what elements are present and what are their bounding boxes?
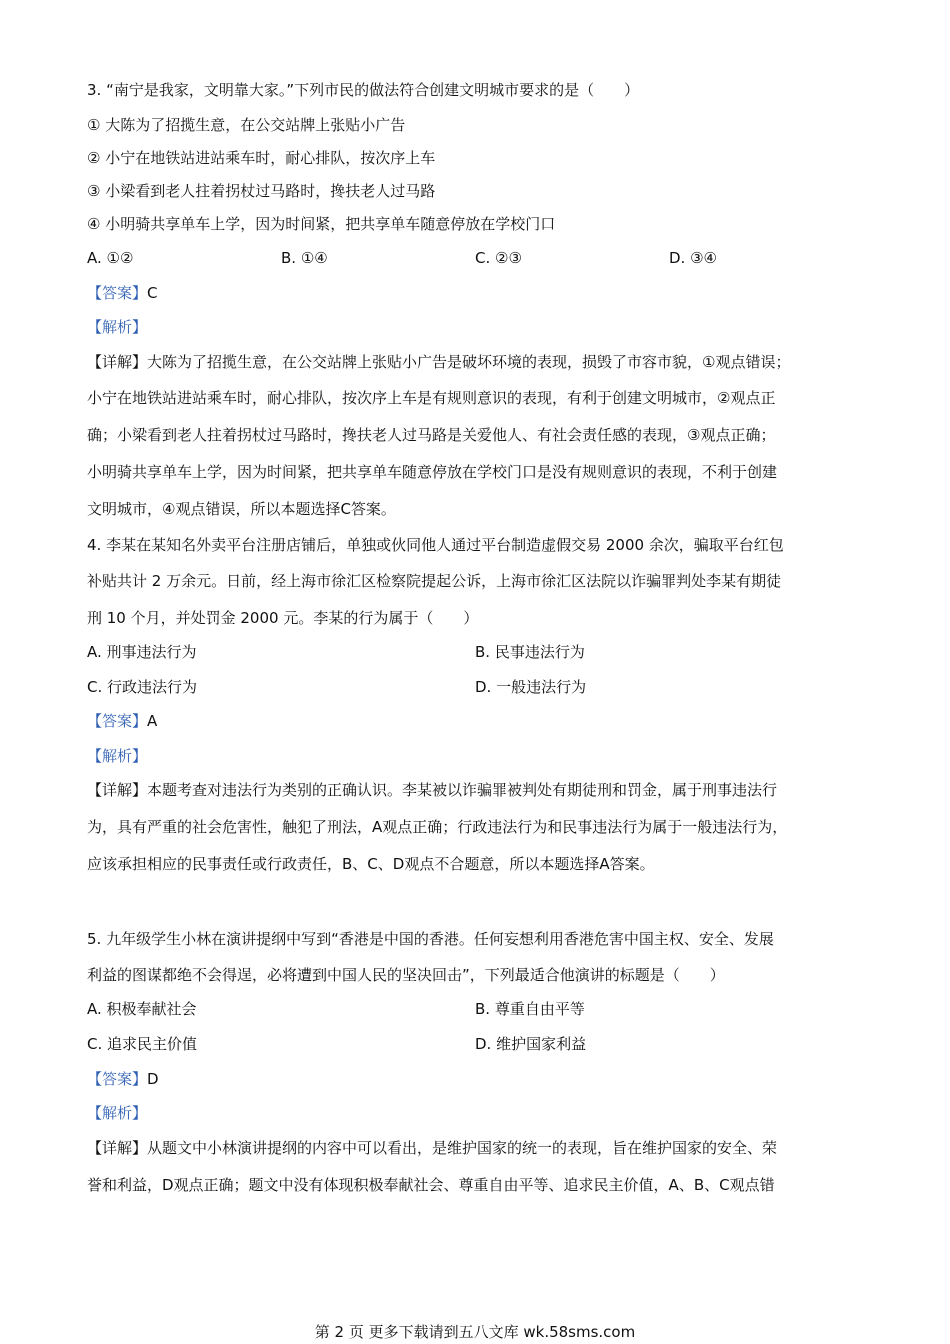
answer-tag: 【答案】	[87, 1070, 148, 1088]
q3-detail-2: 小宁在地铁站进站乘车时，耐心排队，按次序上车是有规则意识的表现，有利于创建文明城市，②观点正	[87, 389, 776, 407]
answer-value: D	[147, 1070, 159, 1088]
detail-text: 从题文中小林演讲提纲的内容中可以看出，是维护国家的统一的表现，旨在维护国家的安全、荣	[147, 1139, 778, 1157]
q4-option-d: D. 一般违法行为	[475, 678, 587, 696]
q5-detail-2: 誉和利益，D观点正确；题文中没有体现积极奉献社会、尊重自由平等、追求民主价值，A、B、C观点错	[87, 1176, 775, 1194]
q4-detail-1	[87, 780, 777, 800]
q5-option-d: D. 维护国家利益	[475, 1035, 587, 1053]
q5-option-c: C. 追求民主价值	[87, 1035, 198, 1053]
answer-tag: 【答案】	[87, 284, 148, 302]
q4-answer	[87, 711, 157, 731]
q3-item-4: ④ 小明骑共享单车上学，因为时间紧，把共享单车随意停放在学校门口	[87, 215, 556, 233]
answer-value: C	[147, 284, 158, 302]
q5-analysis-tag: 【解析】	[87, 1104, 148, 1122]
detail-text: 大陈为了招揽生意，在公交站牌上张贴小广告是破坏环境的表现，损毁了市容市貌，①观点错误；	[147, 353, 791, 371]
q4-option-a: A. 刑事违法行为	[87, 643, 197, 661]
q4-stem-2: 补贴共计 2 万余元。日前，经上海市徐汇区检察院提起公诉，上海市徐汇区法院以诈骗罪判处李某有期徒	[87, 572, 782, 590]
q4-option-c: C. 行政违法行为	[87, 678, 198, 696]
q3-stem: 3. “南宁是我家，文明靠大家。”下列市民的做法符合创建文明城市要求的是（ ）	[87, 81, 640, 99]
q3-answer	[87, 283, 158, 303]
q3-item-3: ③ 小梁看到老人拄着拐杖过马路时，搀扶老人过马路	[87, 182, 436, 200]
q3-option-c: C. ②③	[475, 249, 522, 267]
q4-stem-3: 刑 10 个月，并处罚金 2000 元。李某的行为属于（ ）	[87, 609, 479, 627]
q3-analysis-tag: 【解析】	[87, 318, 148, 336]
detail-tag: 【详解】	[87, 781, 148, 799]
q5-option-b: B. 尊重自由平等	[475, 1000, 585, 1018]
q5-detail-1	[87, 1138, 777, 1158]
detail-tag: 【详解】	[87, 353, 148, 371]
q3-detail-5: 文明城市，④观点错误，所以本题选择C答案。	[87, 500, 396, 518]
q3-detail-3: 确；小梁看到老人拄着拐杖过马路时，搀扶老人过马路是关爱他人、有社会责任感的表现，③观点正确；	[87, 426, 776, 444]
answer-value: A	[147, 712, 158, 730]
detail-tag: 【详解】	[87, 1139, 148, 1157]
q4-detail-3: 应该承担相应的民事责任或行政责任，B、C、D观点不合题意，所以本题选择A答案。	[87, 855, 655, 873]
q5-option-a: A. 积极奉献社会	[87, 1000, 197, 1018]
q4-analysis-tag: 【解析】	[87, 747, 148, 765]
q3-item-2: ② 小宁在地铁站进站乘车时，耐心排队，按次序上车	[87, 149, 436, 167]
q3-item-1: ① 大陈为了招揽生意，在公交站牌上张贴小广告	[87, 116, 406, 134]
detail-text: 本题考查对违法行为类别的正确认识。李某被以诈骗罪被判处有期徒刑和罚金，属于刑事违法行	[147, 781, 778, 799]
q4-option-b: B. 民事违法行为	[475, 643, 585, 661]
q4-detail-2: 为，具有严重的社会危害性，触犯了刑法，A观点正确；行政违法行为和民事违法行为属于一般违法行为，	[87, 818, 788, 836]
page-footer: 第 2 页 更多下载请到五八文库 wk.58sms.com	[314, 1323, 636, 1341]
q5-stem-2: 利益的图谋都绝不会得逞，必将遭到中国人民的坚决回击”，下列最适合他演讲的标题是（ ）	[87, 966, 725, 984]
q3-detail-1	[87, 352, 790, 372]
answer-tag: 【答案】	[87, 712, 148, 730]
q4-stem-1: 4. 李某在某知名外卖平台注册店铺后，单独或伙同他人通过平台制造虚假交易 2000 余次，骗取平台红包	[87, 536, 784, 554]
q5-answer	[87, 1069, 159, 1089]
q3-option-b: B. ①④	[281, 249, 328, 267]
q3-detail-4: 小明骑共享单车上学，因为时间紧，把共享单车随意停放在学校门口是没有规则意识的表现，不利于创建	[87, 463, 778, 481]
q3-option-d: D. ③④	[669, 249, 717, 267]
q5-stem-1: 5. 九年级学生小林在演讲提纲中写到“香港是中国的香港。任何妄想利用香港危害中国主权、安全、发展	[87, 930, 774, 948]
q3-option-a: A. ①②	[87, 249, 134, 267]
